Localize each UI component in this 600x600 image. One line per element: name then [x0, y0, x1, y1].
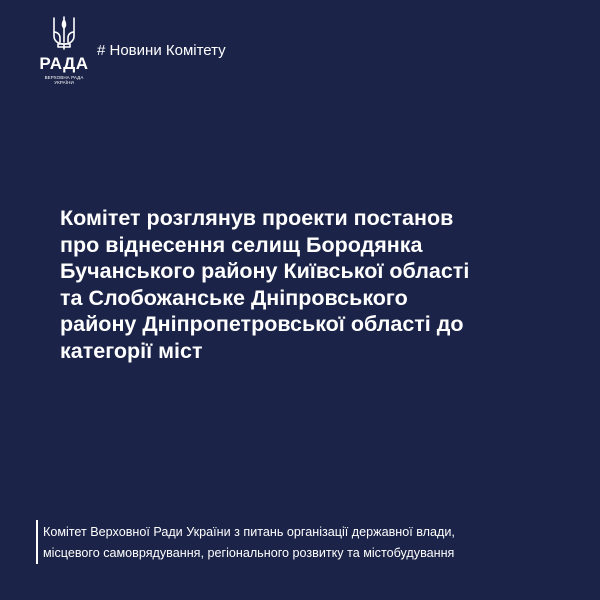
- logo-wordmark: РАДА: [39, 54, 89, 73]
- rada-logo: [34, 16, 94, 94]
- committee-name: [43, 522, 455, 564]
- headline-line: Бучанського району Київської області: [60, 259, 470, 283]
- headline-line: та Слобожанське Дніпровського: [60, 285, 408, 310]
- committee-name-line: Комітет Верховної Ради України з питань організації державної влади,: [43, 525, 455, 539]
- headline: [60, 205, 560, 364]
- headline-line: Комітет розглянув проекти постанов: [60, 206, 454, 230]
- headline-line: категорії міст: [60, 338, 203, 363]
- category-hashtag: # Новини Комітету: [97, 42, 226, 59]
- logo-subtitle: [41, 75, 87, 85]
- committee-footer: [36, 520, 576, 564]
- trident-icon: [51, 16, 77, 50]
- logo-subtitle-line: УКРАЇНИ: [54, 80, 74, 85]
- footer-accent-bar: [36, 520, 38, 564]
- committee-name-line: місцевого самоврядування, регіонального розвитку та містобудування: [43, 546, 455, 560]
- headline-line: про віднесення селищ Бородянка: [60, 232, 423, 257]
- headline-line: району Дніпропетровської області до: [60, 312, 464, 336]
- logo-subtitle-line: ВЕРХОВНА РАДА: [44, 75, 84, 80]
